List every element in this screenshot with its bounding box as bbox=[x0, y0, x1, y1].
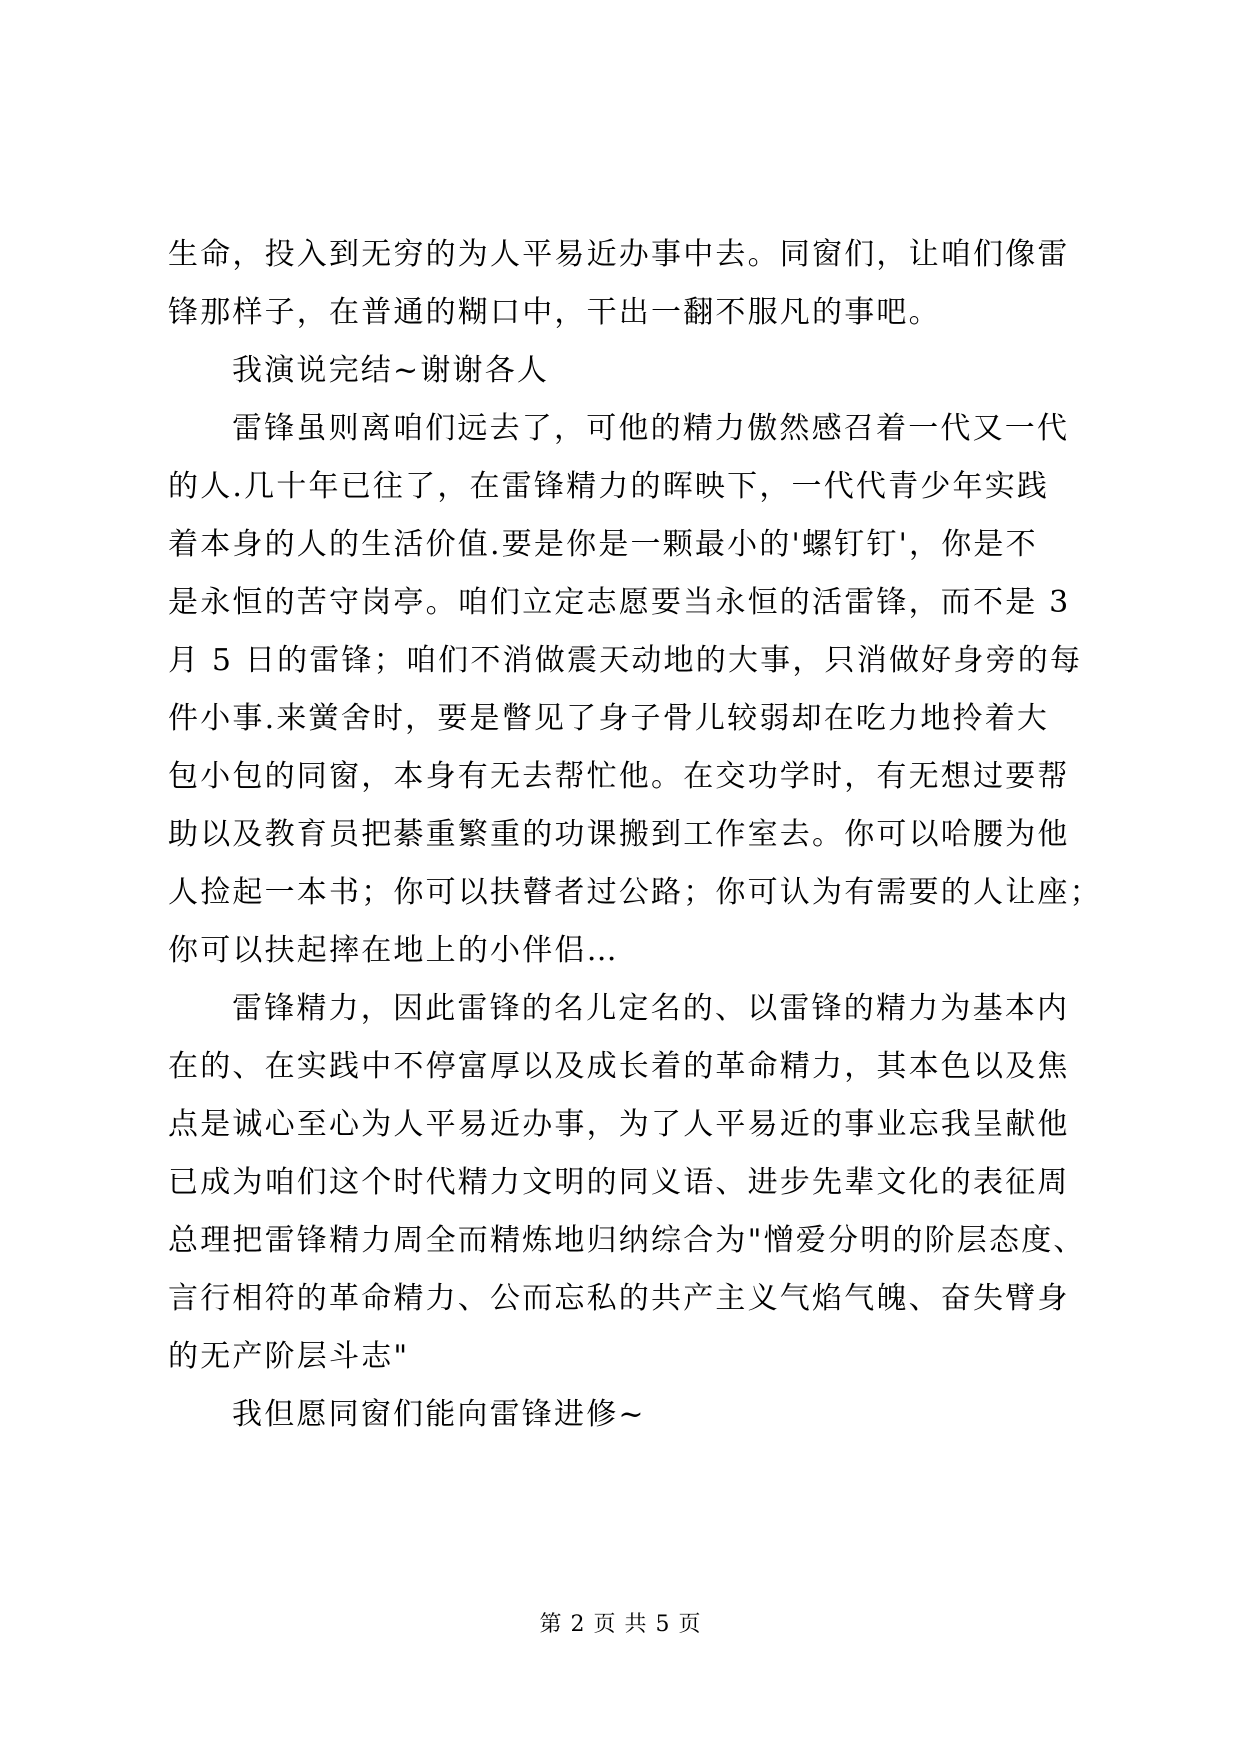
text-line: 包小包的同窗，本身有无去帮忙他。在交功学时，有无想过要帮 bbox=[168, 759, 1070, 794]
text-line: 已成为咱们这个时代精力文明的同义语、进步先辈文化的表征周 bbox=[168, 1165, 1070, 1200]
text-line: 的人.几十年已往了，在雷锋精力的晖映下，一代代青少年实践 bbox=[168, 469, 1050, 504]
document-body bbox=[168, 226, 1102, 1444]
page-number-footer: 第 2 页 共 5 页 bbox=[539, 1612, 702, 1637]
text-line: 雷锋精力，因此雷锋的名儿定名的、以雷锋的精力为基本内 bbox=[232, 991, 1070, 1026]
text-line: 月 5 日的雷锋；咱们不消做震天动地的大事，只消做好身旁的每 bbox=[168, 643, 1083, 678]
text-line: 件小事.来黉舍时，要是瞥见了身子骨儿较弱却在吃力地拎着大 bbox=[168, 701, 1050, 736]
text-line: 在的、在实践中不停富厚以及成长着的革命精力，其本色以及焦 bbox=[168, 1049, 1070, 1084]
text-line: 总理把雷锋精力周全而精炼地归纳综合为"憎爱分明的阶层态度、 bbox=[168, 1223, 1086, 1258]
text-line: 的无产阶层斗志" bbox=[168, 1339, 410, 1374]
text-line: 助以及教育员把綦重繁重的功课搬到工作室去。你可以哈腰为他 bbox=[168, 817, 1070, 852]
text-line: 生命，投入到无穷的为人平易近办事中去。同窗们，让咱们像雷 bbox=[168, 237, 1070, 272]
text-line: 锋那样子，在普通的糊口中，干出一翻不服凡的事吧。 bbox=[168, 295, 941, 330]
text-line: 我但愿同窗们能向雷锋进修~ bbox=[232, 1397, 646, 1432]
text-line: 人捡起一本书；你可以扶瞽者过公路；你可认为有需要的人让座； bbox=[168, 875, 1102, 910]
text-line: 雷锋虽则离咱们远去了，可他的精力傲然感召着一代又一代 bbox=[232, 411, 1070, 446]
text-line: 你可以扶起摔在地上的小伴侣… bbox=[168, 933, 619, 968]
text-line: 我演说完结~谢谢各人 bbox=[232, 353, 550, 388]
text-line: 是永恒的苦守岗亭。咱们立定志愿要当永恒的活雷锋，而不是 3 bbox=[168, 585, 1071, 620]
text-line: 点是诚心至心为人平易近办事，为了人平易近的事业忘我呈献他 bbox=[168, 1107, 1070, 1142]
text-line: 着本身的人的生活价值.要是你是一颗最小的'螺钉钉'，你是不 bbox=[168, 527, 1038, 562]
text-line: 言行相符的革命精力、公而忘私的共产主义气焰气魄、奋失臂身 bbox=[168, 1281, 1070, 1316]
